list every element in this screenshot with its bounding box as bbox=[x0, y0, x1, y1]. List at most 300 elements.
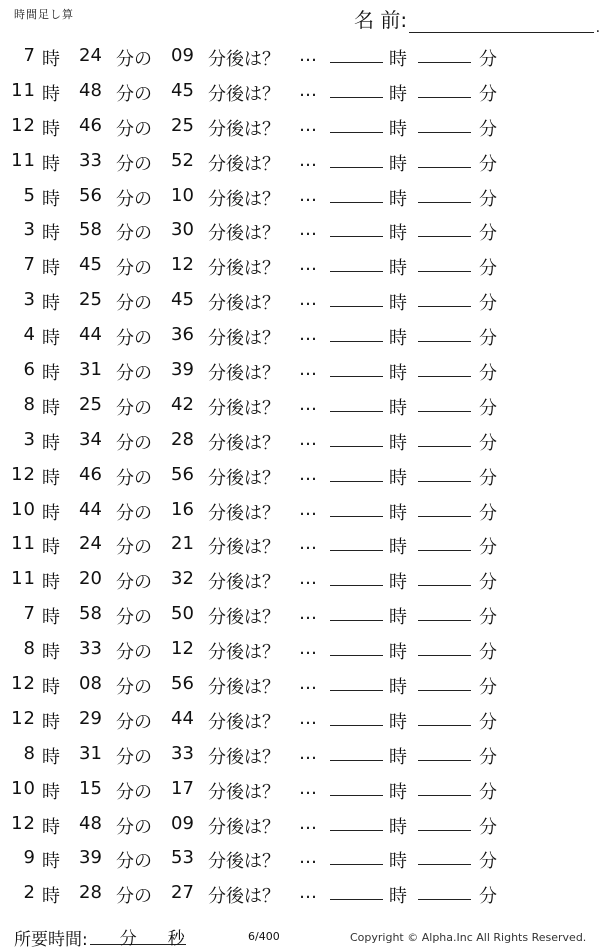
answer-hour-unit: 時 bbox=[389, 432, 407, 454]
start-minute: 08 bbox=[79, 673, 102, 695]
hour-unit: 時 bbox=[42, 851, 60, 873]
answer-hour-unit: 時 bbox=[389, 677, 407, 699]
hour-unit: 時 bbox=[42, 746, 60, 768]
answer-minute-unit: 分 bbox=[479, 363, 497, 385]
answer-minute-blank[interactable] bbox=[418, 635, 471, 656]
answer-hour-unit: 時 bbox=[389, 467, 407, 489]
answer-minute-unit: 分 bbox=[479, 572, 497, 594]
ellipsis: … bbox=[299, 498, 317, 520]
add-minutes: 09 bbox=[171, 45, 194, 66]
start-hour: 12 bbox=[11, 114, 36, 136]
start-minute: 15 bbox=[79, 777, 102, 799]
ellipsis: … bbox=[299, 463, 317, 485]
answer-hour-blank[interactable] bbox=[330, 530, 383, 551]
answer-hour-unit: 時 bbox=[389, 502, 407, 524]
add-minutes: 09 bbox=[171, 812, 194, 834]
add-minutes: 27 bbox=[171, 882, 194, 904]
minute-of-unit: 分の bbox=[116, 153, 152, 175]
answer-hour-blank[interactable] bbox=[330, 42, 383, 63]
ellipsis: … bbox=[299, 254, 317, 276]
minute-of-unit: 分の bbox=[116, 363, 152, 385]
add-minutes: 50 bbox=[171, 603, 194, 625]
answer-hour-unit: 時 bbox=[389, 223, 407, 245]
after-unit: 分後は？ bbox=[208, 258, 280, 280]
ellipsis: … bbox=[299, 812, 317, 834]
start-hour: 11 bbox=[11, 149, 36, 171]
start-minute: 24 bbox=[79, 45, 102, 66]
answer-minute-unit: 分 bbox=[479, 258, 497, 280]
ellipsis: … bbox=[299, 428, 317, 450]
ellipsis: … bbox=[299, 673, 317, 695]
answer-minute-blank[interactable] bbox=[418, 740, 471, 761]
answer-minute-blank[interactable] bbox=[418, 530, 471, 551]
problem-row bbox=[0, 561, 600, 596]
answer-hour-blank[interactable] bbox=[330, 810, 383, 831]
answer-minute-unit: 分 bbox=[479, 293, 497, 315]
add-minutes: 56 bbox=[171, 673, 194, 695]
answer-minute-unit: 分 bbox=[479, 886, 497, 908]
start-minute: 58 bbox=[79, 219, 102, 241]
minute-of-unit: 分の bbox=[116, 223, 152, 245]
answer-minute-unit: 分 bbox=[479, 223, 497, 245]
start-hour: 11 bbox=[11, 79, 36, 101]
minute-of-unit: 分の bbox=[116, 642, 152, 664]
after-unit: 分後は？ bbox=[208, 781, 280, 803]
after-unit: 分後は？ bbox=[208, 49, 280, 70]
minute-of-unit: 分の bbox=[116, 711, 152, 733]
problem-row bbox=[0, 387, 600, 422]
name-label: 名 前: bbox=[354, 8, 408, 32]
answer-hour-blank[interactable] bbox=[330, 77, 383, 98]
add-minutes: 10 bbox=[171, 184, 194, 206]
answer-hour-unit: 時 bbox=[389, 711, 407, 733]
start-minute: 56 bbox=[79, 184, 102, 206]
answer-minute-blank[interactable] bbox=[418, 426, 471, 447]
problem-row bbox=[0, 212, 600, 247]
problem-row bbox=[0, 771, 600, 806]
answer-minute-unit: 分 bbox=[479, 677, 497, 699]
copyright: Copyright © Alpha.Inc All Rights Reserved. bbox=[350, 931, 587, 944]
answer-minute-blank[interactable] bbox=[418, 112, 471, 133]
start-minute: 34 bbox=[79, 428, 102, 450]
ellipsis: … bbox=[299, 324, 317, 346]
answer-minute-blank[interactable] bbox=[418, 216, 471, 237]
minute-of-unit: 分の bbox=[116, 572, 152, 594]
answer-minute-unit: 分 bbox=[479, 502, 497, 524]
add-minutes: 28 bbox=[171, 428, 194, 450]
problem-row bbox=[0, 736, 600, 771]
answer-minute-unit: 分 bbox=[479, 83, 497, 105]
answer-minute-unit: 分 bbox=[479, 851, 497, 873]
after-unit: 分後は？ bbox=[208, 537, 280, 559]
answer-hour-blank[interactable] bbox=[330, 321, 383, 342]
after-unit: 分後は？ bbox=[208, 746, 280, 768]
start-minute: 33 bbox=[79, 149, 102, 171]
start-minute: 58 bbox=[79, 603, 102, 625]
hour-unit: 時 bbox=[42, 886, 60, 908]
start-hour: 7 bbox=[23, 45, 36, 66]
ellipsis: … bbox=[299, 289, 317, 311]
problem-row bbox=[0, 282, 600, 317]
after-unit: 分後は？ bbox=[208, 328, 280, 350]
answer-minute-unit: 分 bbox=[479, 642, 497, 664]
hour-unit: 時 bbox=[42, 816, 60, 838]
problem-row bbox=[0, 143, 600, 178]
add-minutes: 42 bbox=[171, 393, 194, 415]
add-minutes: 56 bbox=[171, 463, 194, 485]
start-minute: 24 bbox=[79, 533, 102, 555]
after-unit: 分後は？ bbox=[208, 363, 280, 385]
after-unit: 分後は？ bbox=[208, 607, 280, 629]
ellipsis: … bbox=[299, 114, 317, 136]
answer-hour-unit: 時 bbox=[389, 83, 407, 105]
ellipsis: … bbox=[299, 149, 317, 171]
minute-of-unit: 分の bbox=[116, 781, 152, 803]
start-minute: 33 bbox=[79, 638, 102, 660]
start-minute: 48 bbox=[79, 812, 102, 834]
problem-row bbox=[0, 840, 600, 875]
answer-minute-blank[interactable] bbox=[418, 147, 471, 168]
minute-of-unit: 分の bbox=[116, 502, 152, 524]
answer-hour-unit: 時 bbox=[389, 607, 407, 629]
answer-hour-unit: 時 bbox=[389, 328, 407, 350]
problem-row bbox=[0, 631, 600, 666]
answer-minute-unit: 分 bbox=[479, 397, 497, 419]
hour-unit: 時 bbox=[42, 328, 60, 350]
problem-row bbox=[0, 492, 600, 527]
start-minute: 39 bbox=[79, 847, 102, 869]
after-unit: 分後は？ bbox=[208, 502, 280, 524]
start-minute: 28 bbox=[79, 882, 102, 904]
required-time bbox=[14, 924, 186, 950]
start-hour: 10 bbox=[11, 777, 36, 799]
ellipsis: … bbox=[299, 393, 317, 415]
hour-unit: 時 bbox=[42, 49, 60, 70]
answer-minute-unit: 分 bbox=[479, 537, 497, 559]
problem-row bbox=[0, 526, 600, 561]
after-unit: 分後は？ bbox=[208, 711, 280, 733]
answer-hour-blank[interactable] bbox=[330, 147, 383, 168]
answer-hour-blank[interactable] bbox=[330, 391, 383, 412]
start-hour: 8 bbox=[23, 393, 36, 415]
answer-hour-blank[interactable] bbox=[330, 740, 383, 761]
add-minutes: 17 bbox=[171, 777, 194, 799]
answer-hour-unit: 時 bbox=[389, 118, 407, 140]
answer-hour-blank[interactable] bbox=[330, 565, 383, 586]
minute-of-unit: 分の bbox=[116, 537, 152, 559]
after-unit: 分後は？ bbox=[208, 293, 280, 315]
after-unit: 分後は？ bbox=[208, 467, 280, 489]
problem-row bbox=[0, 422, 600, 457]
start-minute: 25 bbox=[79, 393, 102, 415]
answer-hour-blank[interactable] bbox=[330, 600, 383, 621]
hour-unit: 時 bbox=[42, 432, 60, 454]
answer-hour-unit: 時 bbox=[389, 642, 407, 664]
hour-unit: 時 bbox=[42, 467, 60, 489]
page-number: 6/400 bbox=[248, 930, 280, 943]
hour-unit: 時 bbox=[42, 83, 60, 105]
start-minute: 25 bbox=[79, 289, 102, 311]
answer-hour-unit: 時 bbox=[389, 816, 407, 838]
answer-hour-unit: 時 bbox=[389, 258, 407, 280]
answer-minute-unit: 分 bbox=[479, 607, 497, 629]
after-unit: 分後は？ bbox=[208, 886, 280, 908]
hour-unit: 時 bbox=[42, 781, 60, 803]
answer-minute-unit: 分 bbox=[479, 781, 497, 803]
answer-minute-blank[interactable] bbox=[418, 42, 471, 63]
answer-minute-blank[interactable] bbox=[418, 705, 471, 726]
minute-of-unit: 分の bbox=[116, 851, 152, 873]
add-minutes: 45 bbox=[171, 79, 194, 101]
answer-minute-blank[interactable] bbox=[418, 356, 471, 377]
name-field bbox=[354, 4, 594, 33]
start-hour: 8 bbox=[23, 638, 36, 660]
answer-hour-blank[interactable] bbox=[330, 356, 383, 377]
answer-hour-blank[interactable] bbox=[330, 844, 383, 865]
start-hour: 7 bbox=[23, 254, 36, 276]
ellipsis: … bbox=[299, 847, 317, 869]
hour-unit: 時 bbox=[42, 153, 60, 175]
answer-hour-unit: 時 bbox=[389, 397, 407, 419]
problem-list bbox=[0, 38, 600, 910]
start-hour: 9 bbox=[23, 847, 36, 869]
answer-hour-blank[interactable] bbox=[330, 461, 383, 482]
minute-of-unit: 分の bbox=[116, 328, 152, 350]
ellipsis: … bbox=[299, 707, 317, 729]
start-hour: 6 bbox=[23, 359, 36, 381]
hour-unit: 時 bbox=[42, 537, 60, 559]
start-hour: 4 bbox=[23, 324, 36, 346]
required-minute-unit: 分 bbox=[119, 929, 137, 949]
hour-unit: 時 bbox=[42, 118, 60, 140]
add-minutes: 32 bbox=[171, 568, 194, 590]
problem-row bbox=[0, 806, 600, 841]
problem-row bbox=[0, 317, 600, 352]
ellipsis: … bbox=[299, 638, 317, 660]
answer-minute-blank[interactable] bbox=[418, 182, 471, 203]
required-second-unit: 秒 bbox=[167, 929, 185, 949]
start-hour: 12 bbox=[11, 812, 36, 834]
start-hour: 11 bbox=[11, 533, 36, 555]
ellipsis: … bbox=[299, 603, 317, 625]
add-minutes: 12 bbox=[171, 254, 194, 276]
answer-hour-blank[interactable] bbox=[330, 775, 383, 796]
add-minutes: 44 bbox=[171, 707, 194, 729]
add-minutes: 52 bbox=[171, 149, 194, 171]
after-unit: 分後は？ bbox=[208, 572, 280, 594]
start-minute: 31 bbox=[79, 742, 102, 764]
hour-unit: 時 bbox=[42, 188, 60, 210]
ellipsis: … bbox=[299, 45, 317, 66]
answer-minute-unit: 分 bbox=[479, 49, 497, 70]
answer-hour-blank[interactable] bbox=[330, 426, 383, 447]
answer-minute-unit: 分 bbox=[479, 746, 497, 768]
minute-of-unit: 分の bbox=[116, 397, 152, 419]
start-hour: 12 bbox=[11, 707, 36, 729]
start-hour: 8 bbox=[23, 742, 36, 764]
answer-minute-blank[interactable] bbox=[418, 565, 471, 586]
answer-minute-blank[interactable] bbox=[418, 251, 471, 272]
add-minutes: 45 bbox=[171, 289, 194, 311]
required-time-label: 所要時間: bbox=[14, 930, 88, 950]
answer-hour-blank[interactable] bbox=[330, 705, 383, 726]
required-time-blank[interactable] bbox=[90, 924, 186, 949]
after-unit: 分後は？ bbox=[208, 118, 280, 140]
minute-of-unit: 分の bbox=[116, 118, 152, 140]
ellipsis: … bbox=[299, 359, 317, 381]
minute-of-unit: 分の bbox=[116, 293, 152, 315]
ellipsis: … bbox=[299, 219, 317, 241]
after-unit: 分後は？ bbox=[208, 816, 280, 838]
hour-unit: 時 bbox=[42, 502, 60, 524]
start-minute: 44 bbox=[79, 498, 102, 520]
start-minute: 46 bbox=[79, 463, 102, 485]
hour-unit: 時 bbox=[42, 258, 60, 280]
hour-unit: 時 bbox=[42, 293, 60, 315]
minute-of-unit: 分の bbox=[116, 816, 152, 838]
add-minutes: 33 bbox=[171, 742, 194, 764]
hour-unit: 時 bbox=[42, 397, 60, 419]
start-minute: 48 bbox=[79, 79, 102, 101]
minute-of-unit: 分の bbox=[116, 432, 152, 454]
add-minutes: 12 bbox=[171, 638, 194, 660]
answer-hour-unit: 時 bbox=[389, 49, 407, 70]
start-hour: 3 bbox=[23, 428, 36, 450]
after-unit: 分後は？ bbox=[208, 83, 280, 105]
minute-of-unit: 分の bbox=[116, 677, 152, 699]
problem-row bbox=[0, 108, 600, 143]
minute-of-unit: 分の bbox=[116, 258, 152, 280]
answer-hour-unit: 時 bbox=[389, 851, 407, 873]
answer-hour-blank[interactable] bbox=[330, 879, 383, 900]
start-hour: 2 bbox=[23, 882, 36, 904]
answer-minute-unit: 分 bbox=[479, 153, 497, 175]
start-hour: 5 bbox=[23, 184, 36, 206]
ellipsis: … bbox=[299, 568, 317, 590]
problem-row bbox=[0, 247, 600, 282]
answer-hour-blank[interactable] bbox=[330, 496, 383, 517]
ellipsis: … bbox=[299, 79, 317, 101]
minute-of-unit: 分の bbox=[116, 746, 152, 768]
minute-of-unit: 分の bbox=[116, 607, 152, 629]
answer-hour-unit: 時 bbox=[389, 781, 407, 803]
hour-unit: 時 bbox=[42, 363, 60, 385]
after-unit: 分後は？ bbox=[208, 223, 280, 245]
minute-of-unit: 分の bbox=[116, 49, 152, 70]
hour-unit: 時 bbox=[42, 572, 60, 594]
start-minute: 46 bbox=[79, 114, 102, 136]
answer-minute-blank[interactable] bbox=[418, 461, 471, 482]
add-minutes: 25 bbox=[171, 114, 194, 136]
add-minutes: 53 bbox=[171, 847, 194, 869]
start-minute: 31 bbox=[79, 359, 102, 381]
start-minute: 29 bbox=[79, 707, 102, 729]
answer-hour-blank[interactable] bbox=[330, 182, 383, 203]
name-blank[interactable] bbox=[409, 10, 594, 33]
worksheet-title: 時間足し算 bbox=[14, 8, 74, 21]
start-hour: 3 bbox=[23, 219, 36, 241]
answer-minute-blank[interactable] bbox=[418, 77, 471, 98]
answer-minute-blank[interactable] bbox=[418, 879, 471, 900]
ellipsis: … bbox=[299, 777, 317, 799]
hour-unit: 時 bbox=[42, 607, 60, 629]
answer-minute-blank[interactable] bbox=[418, 670, 471, 691]
answer-hour-unit: 時 bbox=[389, 363, 407, 385]
answer-minute-blank[interactable] bbox=[418, 600, 471, 621]
answer-hour-unit: 時 bbox=[389, 886, 407, 908]
problem-row bbox=[0, 352, 600, 387]
answer-hour-blank[interactable] bbox=[330, 216, 383, 237]
after-unit: 分後は？ bbox=[208, 397, 280, 419]
answer-minute-blank[interactable] bbox=[418, 810, 471, 831]
hour-unit: 時 bbox=[42, 223, 60, 245]
answer-hour-unit: 時 bbox=[389, 537, 407, 559]
minute-of-unit: 分の bbox=[116, 886, 152, 908]
answer-hour-blank[interactable] bbox=[330, 635, 383, 656]
answer-hour-blank[interactable] bbox=[330, 286, 383, 307]
start-hour: 10 bbox=[11, 498, 36, 520]
start-minute: 45 bbox=[79, 254, 102, 276]
after-unit: 分後は？ bbox=[208, 677, 280, 699]
minute-of-unit: 分の bbox=[116, 188, 152, 210]
answer-minute-unit: 分 bbox=[479, 328, 497, 350]
problem-row bbox=[0, 457, 600, 492]
answer-hour-blank[interactable] bbox=[330, 112, 383, 133]
answer-minute-unit: 分 bbox=[479, 432, 497, 454]
ellipsis: … bbox=[299, 184, 317, 206]
answer-minute-blank[interactable] bbox=[418, 391, 471, 412]
answer-hour-blank[interactable] bbox=[330, 251, 383, 272]
ellipsis: … bbox=[299, 882, 317, 904]
after-unit: 分後は？ bbox=[208, 851, 280, 873]
add-minutes: 39 bbox=[171, 359, 194, 381]
answer-minute-unit: 分 bbox=[479, 118, 497, 140]
ellipsis: … bbox=[299, 742, 317, 764]
answer-hour-unit: 時 bbox=[389, 188, 407, 210]
answer-hour-unit: 時 bbox=[389, 293, 407, 315]
start-hour: 12 bbox=[11, 673, 36, 695]
add-minutes: 36 bbox=[171, 324, 194, 346]
problem-row bbox=[0, 38, 600, 73]
answer-minute-blank[interactable] bbox=[418, 286, 471, 307]
add-minutes: 21 bbox=[171, 533, 194, 555]
answer-minute-blank[interactable] bbox=[418, 321, 471, 342]
after-unit: 分後は？ bbox=[208, 188, 280, 210]
answer-hour-unit: 時 bbox=[389, 572, 407, 594]
footer bbox=[0, 918, 600, 949]
answer-minute-unit: 分 bbox=[479, 467, 497, 489]
answer-minute-blank[interactable] bbox=[418, 775, 471, 796]
answer-minute-blank[interactable] bbox=[418, 496, 471, 517]
add-minutes: 16 bbox=[171, 498, 194, 520]
after-unit: 分後は？ bbox=[208, 432, 280, 454]
answer-hour-blank[interactable] bbox=[330, 670, 383, 691]
start-minute: 44 bbox=[79, 324, 102, 346]
add-minutes: 30 bbox=[171, 219, 194, 241]
start-hour: 3 bbox=[23, 289, 36, 311]
start-hour: 7 bbox=[23, 603, 36, 625]
answer-hour-unit: 時 bbox=[389, 746, 407, 768]
answer-minute-unit: 分 bbox=[479, 711, 497, 733]
start-minute: 20 bbox=[79, 568, 102, 590]
problem-row bbox=[0, 596, 600, 631]
answer-minute-blank[interactable] bbox=[418, 844, 471, 865]
after-unit: 分後は？ bbox=[208, 153, 280, 175]
answer-minute-unit: 分 bbox=[479, 188, 497, 210]
hour-unit: 時 bbox=[42, 642, 60, 664]
start-hour: 11 bbox=[11, 568, 36, 590]
ellipsis: … bbox=[299, 533, 317, 555]
